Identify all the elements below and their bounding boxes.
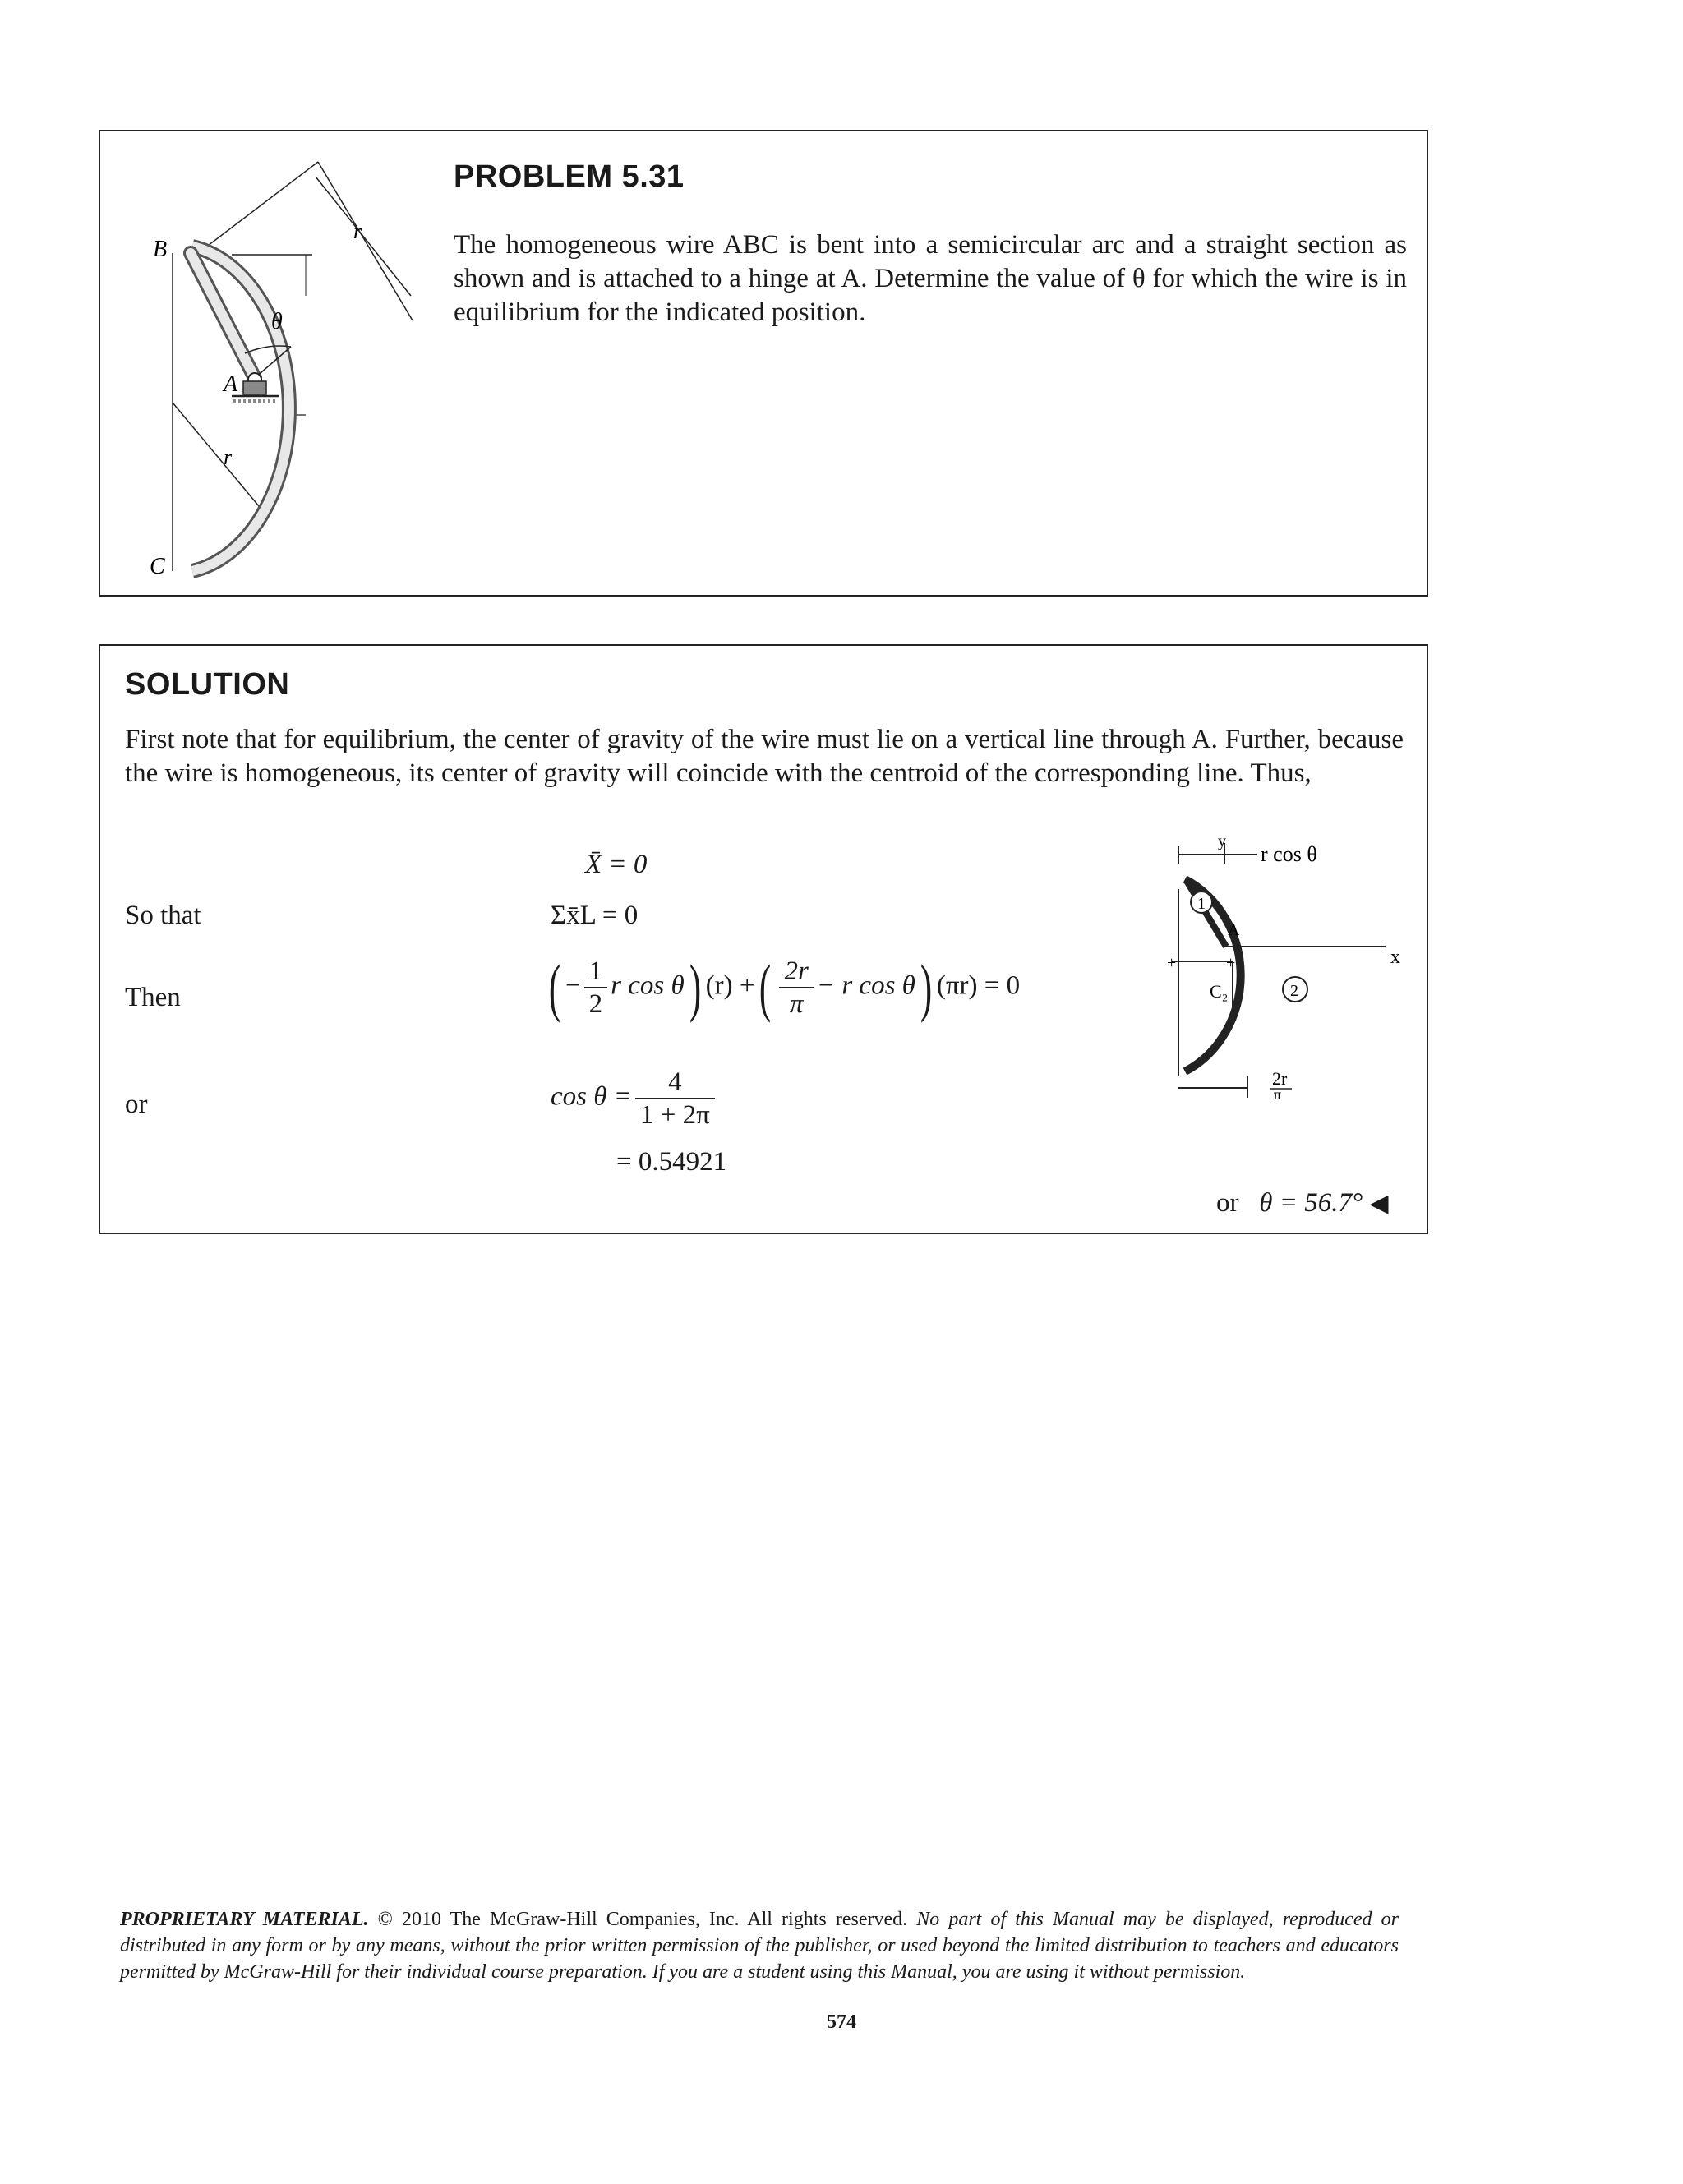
- frac-half-den: 2: [588, 989, 603, 1019]
- problem-box: [99, 130, 1428, 597]
- eq3-rcos2: − r cos θ: [816, 970, 915, 1001]
- construction-line: [173, 403, 263, 511]
- frac-2r-pi: [779, 956, 813, 1020]
- frac-cos-num: 4: [635, 1067, 715, 1099]
- answer-line: [1216, 1188, 1389, 1219]
- sketch-pi: π: [1274, 1086, 1282, 1101]
- problem-text: The homogeneous wire ABC is bent into a semicircular arc and a straight section as shown and is attached to a hinge at A. Determine the value of θ for which the wire is in equilibrium for the indicated position.: [454, 230, 1407, 327]
- equation-xbar: X̄ = 0: [585, 850, 648, 879]
- footer-notice: [120, 1906, 1399, 1985]
- frac-half-num: 1: [584, 956, 608, 988]
- solution-heading: SOLUTION: [125, 667, 290, 702]
- construction-line: [318, 162, 413, 320]
- equation-cos: [551, 1067, 718, 1131]
- label-r-left: r: [224, 445, 233, 469]
- sketch-A: A: [1228, 921, 1240, 939]
- footer-lead: PROPRIETARY MATERIAL.: [120, 1909, 369, 1930]
- sketch-two: 2: [1290, 982, 1298, 1000]
- equation-sum: Σx̄L = 0: [551, 901, 639, 930]
- label-or: or: [125, 1090, 148, 1119]
- label-A: A: [224, 371, 238, 397]
- sketch-x: x: [1390, 947, 1400, 968]
- sketch-one: 1: [1197, 895, 1206, 913]
- sketch-2r: 2r: [1272, 1068, 1288, 1089]
- label-theta: θ: [271, 309, 283, 334]
- frac-pi-den: π: [789, 989, 804, 1019]
- frac-2r-num: 2r: [779, 956, 813, 988]
- sketch-c2: C₂: [1210, 981, 1229, 1002]
- paren-open: (: [759, 951, 772, 1023]
- paren-open: (: [548, 951, 561, 1023]
- label-C: C: [150, 554, 165, 579]
- problem-figure: [100, 131, 495, 592]
- eq3-minus: −: [565, 970, 581, 1001]
- eq3-rcos1: r cos θ: [611, 970, 685, 1001]
- sketch-y: y: [1218, 838, 1226, 850]
- sketch-plus-left: +: [1167, 954, 1177, 972]
- footer-rest: No part of this Manual may be displayed, reproduced or distributed in any form or by any means, without the prior written permission of the publisher, or used beyond the limited distribution to teachers and educators permitted by McGraw-Hill for their individual course preparation. If you are a student using this Manual, you are using it without permission.: [120, 1909, 1399, 1983]
- hinge-support: [243, 381, 266, 394]
- label-B: B: [153, 237, 168, 262]
- paren-close: ): [920, 951, 933, 1023]
- frac-half: [584, 956, 608, 1020]
- page-number: 574: [827, 2011, 856, 2033]
- solution-intro: First note that for equilibrium, the center of gravity of the wire must lie on a vertical line through A. Further, because the wire is homogeneous, its center of gravity will coincide with the centroid of the corresponding line. Thus,: [125, 725, 1404, 788]
- answer-marker: ◀: [1369, 1190, 1389, 1217]
- equation-moment: [544, 951, 1021, 1023]
- eq4-lhs: cos θ =: [551, 1081, 632, 1112]
- eq3-term2: (πr) = 0: [936, 970, 1021, 1001]
- label-r-top: r: [353, 219, 362, 243]
- eq3-term1: (r) +: [705, 970, 755, 1001]
- construction-line: [316, 177, 411, 296]
- frac-cos-den: 1 + 2π: [639, 1100, 710, 1130]
- answer-value: θ = 56.7°: [1259, 1188, 1363, 1218]
- label-then: Then: [125, 983, 181, 1012]
- paren-close: ): [689, 951, 701, 1023]
- sketch-plus-right: +: [1226, 954, 1236, 972]
- label-so-that: So that: [125, 901, 201, 930]
- solution-box: [99, 644, 1428, 1234]
- answer-or: or: [1216, 1188, 1239, 1218]
- construction-line: [205, 162, 318, 248]
- sketch-rcos: r cos θ: [1261, 842, 1317, 866]
- equation-value: = 0.54921: [616, 1147, 727, 1177]
- solution-sketch: [1167, 838, 1413, 1101]
- problem-heading: PROBLEM 5.31: [454, 159, 685, 194]
- frac-cos: [635, 1067, 715, 1131]
- footer-copyright: © 2010 The McGraw-Hill Companies, Inc. All rights reserved.: [368, 1909, 908, 1930]
